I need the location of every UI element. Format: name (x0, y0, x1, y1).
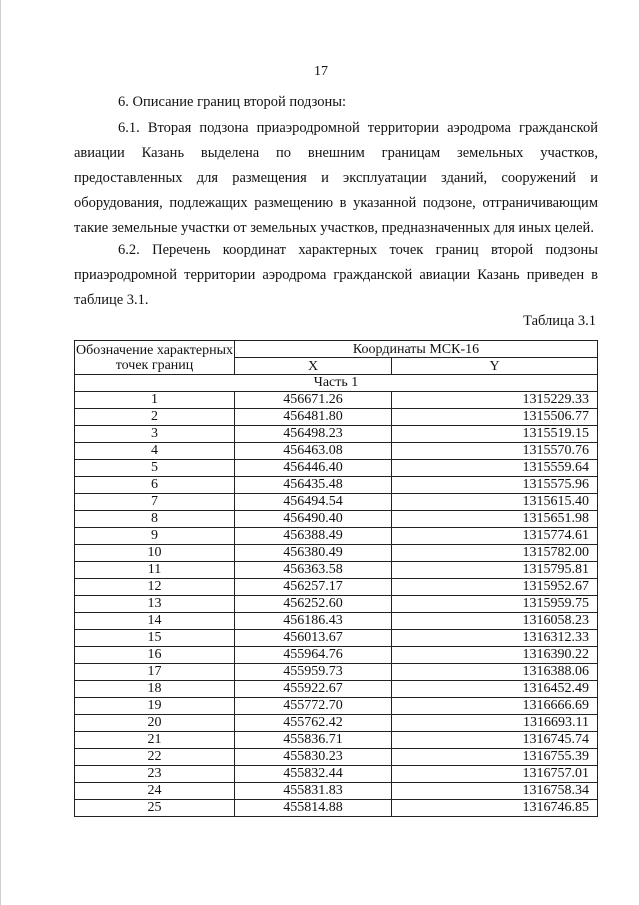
point-number-cell: 8 (75, 511, 235, 528)
table-row (75, 630, 598, 647)
table-row (75, 783, 598, 800)
point-number-cell: 3 (75, 426, 235, 443)
y-coordinate-cell: 1315229.33 (392, 392, 598, 409)
x-coordinate-cell: 456494.54 (235, 494, 392, 511)
table-row (75, 664, 598, 681)
y-coordinate-cell: 1316693.11 (392, 715, 598, 732)
point-number-cell: 4 (75, 443, 235, 460)
point-number-cell: 21 (75, 732, 235, 749)
table-row (75, 443, 598, 460)
point-number-cell: 19 (75, 698, 235, 715)
table-row (75, 494, 598, 511)
y-coordinate-cell: 1315959.75 (392, 596, 598, 613)
table-row (75, 698, 598, 715)
y-coordinate-cell: 1315952.67 (392, 579, 598, 596)
point-number-cell: 18 (75, 681, 235, 698)
table-row (75, 409, 598, 426)
coordinates-table (74, 340, 598, 817)
table-row (75, 800, 598, 817)
point-number-cell: 9 (75, 528, 235, 545)
y-coordinate-cell: 1315651.98 (392, 511, 598, 528)
y-coordinate-cell: 1315559.64 (392, 460, 598, 477)
y-coordinate-cell: 1316312.33 (392, 630, 598, 647)
table-row (75, 766, 598, 783)
y-coordinate-cell: 1315570.76 (392, 443, 598, 460)
y-coordinate-cell: 1316755.39 (392, 749, 598, 766)
x-coordinate-cell: 456363.58 (235, 562, 392, 579)
table-row (75, 392, 598, 409)
x-coordinate-cell: 455922.67 (235, 681, 392, 698)
point-number-cell: 10 (75, 545, 235, 562)
y-coordinate-cell: 1315506.77 (392, 409, 598, 426)
table-row (75, 715, 598, 732)
x-coordinate-cell: 455964.76 (235, 647, 392, 664)
x-coordinate-cell: 456013.67 (235, 630, 392, 647)
header-point-designation: Обозначение характерных точек границ (76, 342, 233, 373)
table-label: Таблица 3.1 (523, 313, 596, 329)
header-y: Y (392, 358, 598, 375)
table-row (75, 562, 598, 579)
x-coordinate-cell: 456380.49 (235, 545, 392, 562)
paragraph-6-1: 6.1. Вторая подзона приаэродромной территории аэродрома гражданской авиации Казань выделена по внешним границам земельных участков, предоставленных для размещения и эксплуатации зданий, сооружений и оборудования, подлежащих размещению в указанной подзоне, отграничивающим такие земельные участки от земельных участков, предназначенных для иных целей. (74, 120, 598, 236)
point-number-cell: 17 (75, 664, 235, 681)
y-coordinate-cell: 1315782.00 (392, 545, 598, 562)
section-title: 6. Описание границ второй подзоны: (118, 94, 346, 110)
x-coordinate-cell: 455772.70 (235, 698, 392, 715)
x-coordinate-cell: 455836.71 (235, 732, 392, 749)
header-x: X (235, 358, 392, 375)
point-number-cell: 22 (75, 749, 235, 766)
point-number-cell: 16 (75, 647, 235, 664)
paragraph-6-2: 6.2. Перечень координат характерных точек границ второй подзоны приаэродромной территории аэродрома гражданской авиации Казань приведен в таблице 3.1. (74, 242, 598, 308)
y-coordinate-cell: 1316745.74 (392, 732, 598, 749)
point-number-cell: 20 (75, 715, 235, 732)
table-row (75, 749, 598, 766)
y-coordinate-cell: 1316388.06 (392, 664, 598, 681)
table-row (75, 647, 598, 664)
table-row (75, 511, 598, 528)
point-number-cell: 14 (75, 613, 235, 630)
y-coordinate-cell: 1315615.40 (392, 494, 598, 511)
header-coordinates: Координаты МСК-16 (235, 341, 598, 358)
x-coordinate-cell: 455830.23 (235, 749, 392, 766)
point-number-cell: 2 (75, 409, 235, 426)
x-coordinate-cell: 456463.08 (235, 443, 392, 460)
x-coordinate-cell: 456671.26 (235, 392, 392, 409)
table-row (75, 613, 598, 630)
point-number-cell: 6 (75, 477, 235, 494)
point-number-cell: 11 (75, 562, 235, 579)
point-number-cell: 25 (75, 800, 235, 817)
table-row (75, 545, 598, 562)
point-number-cell: 1 (75, 392, 235, 409)
x-coordinate-cell: 456498.23 (235, 426, 392, 443)
table-row (75, 579, 598, 596)
x-coordinate-cell: 455831.83 (235, 783, 392, 800)
point-number-cell: 5 (75, 460, 235, 477)
y-coordinate-cell: 1316452.49 (392, 681, 598, 698)
x-coordinate-cell: 456481.80 (235, 409, 392, 426)
table-row (75, 732, 598, 749)
y-coordinate-cell: 1316757.01 (392, 766, 598, 783)
y-coordinate-cell: 1316390.22 (392, 647, 598, 664)
table-row (75, 460, 598, 477)
y-coordinate-cell: 1315774.61 (392, 528, 598, 545)
point-number-cell: 12 (75, 579, 235, 596)
table-row (75, 528, 598, 545)
table-row (75, 477, 598, 494)
table-body (75, 375, 598, 817)
x-coordinate-cell: 456490.40 (235, 511, 392, 528)
y-coordinate-cell: 1316058.23 (392, 613, 598, 630)
x-coordinate-cell: 456186.43 (235, 613, 392, 630)
part-label: Часть 1 (75, 375, 598, 392)
point-number-cell: 24 (75, 783, 235, 800)
x-coordinate-cell: 456252.60 (235, 596, 392, 613)
y-coordinate-cell: 1315795.81 (392, 562, 598, 579)
point-number-cell: 7 (75, 494, 235, 511)
table-row (75, 596, 598, 613)
x-coordinate-cell: 455762.42 (235, 715, 392, 732)
point-number-cell: 13 (75, 596, 235, 613)
x-coordinate-cell: 456388.49 (235, 528, 392, 545)
x-coordinate-cell: 455959.73 (235, 664, 392, 681)
y-coordinate-cell: 1316758.34 (392, 783, 598, 800)
x-coordinate-cell: 456257.17 (235, 579, 392, 596)
page-number: 17 (314, 64, 328, 79)
x-coordinate-cell: 456435.48 (235, 477, 392, 494)
x-coordinate-cell: 456446.40 (235, 460, 392, 477)
y-coordinate-cell: 1315575.96 (392, 477, 598, 494)
point-number-cell: 15 (75, 630, 235, 647)
y-coordinate-cell: 1315519.15 (392, 426, 598, 443)
y-coordinate-cell: 1316746.85 (392, 800, 598, 817)
point-number-cell: 23 (75, 766, 235, 783)
y-coordinate-cell: 1316666.69 (392, 698, 598, 715)
table-row (75, 681, 598, 698)
table-row (75, 426, 598, 443)
x-coordinate-cell: 455832.44 (235, 766, 392, 783)
x-coordinate-cell: 455814.88 (235, 800, 392, 817)
